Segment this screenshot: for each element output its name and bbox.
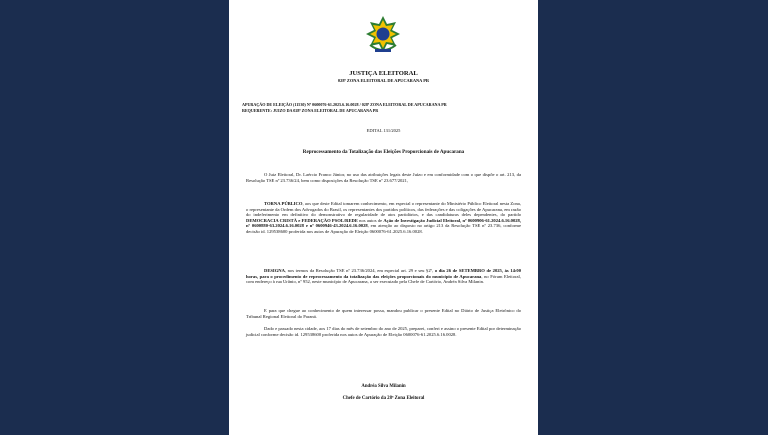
signatory-role: Chefe de Cartório da 28ª Zona Eleitoral — [342, 396, 425, 401]
publication-text: E para que chegue ao conhecimento de quem interessar possa, mandou publicar o presente Edital no Diário de Justiça Eletrônico do Tribunal Regional Eleitoral do Paraná. — [246, 308, 521, 319]
designa-text-a: , nos termos da Resolução TSE nº 23.736/2024, em especial art. 29 e seu §2º, — [284, 268, 435, 273]
torna-publico-text-c: nos autos de — [357, 217, 384, 223]
designa-text-c: , no Fórum Eleitoral, com endereço à rua Urânio, nº 952, neste município de Apucarana, a ser executado pela Chefe de Cartório, Andréa Silva Milanin. — [246, 273, 521, 285]
paragraph-intro — [246, 172, 521, 183]
designa-date-highlight: o dia 26 de SETEMBRO de 2025, às 14:00 horas, para o procedimento de reprocessamento da totalização das eleições proporcionais do município de Apucarana — [246, 268, 521, 279]
paragraph-intro-text: O Juiz Eleitoral, Dr. Laércio Franco Júnior, no uso das atribuições legais deste Juízo e em conformidade com o que dispõe o art. 213, da Resolução TSE nº 23.736/24, bem como disposições da Resolução TSE nº 23.677/2021, — [246, 172, 521, 183]
torna-publico-text-a: , aos que deste Edital tomarem conhecimento, em especial o representante do Ministério Público Eleitoral nesta Zona, o representante da Ordem dos Advogados do Brasil, os representantes dos partidos políticos, das federações e das coligações de Apucarana, em razão do indeferimento em definitivo do demonstrativo de regularidade de atos partidários, e das candidaturas deles dependentes, do partido — [246, 201, 521, 218]
designa-lead: DESIGNA — [264, 268, 285, 273]
paragraph-torna-publico — [246, 201, 521, 235]
paragraph-designa — [246, 268, 521, 285]
torna-publico-text-e: , em atenção ao disposto no artigo 213 da Resolução TSE nº 23.736, conforme decisão id. 129538600 proferida nos autos de Apuração de Eleição 0600076-61.2025.6.16.0028. — [246, 223, 521, 234]
zone-subtitle: 028ª ZONA ELEITORAL DE APUCARANA PR — [337, 78, 430, 83]
edital-subject: Reprocessamento da Totalização das Eleições Proporcionais de Apucarana — [302, 149, 465, 155]
edital-number: EDITAL 131/2025 — [366, 128, 401, 133]
torna-publico-lead: TORNA PÚBLICO — [264, 201, 303, 206]
brazil-coat-of-arms-icon — [364, 15, 402, 55]
institution-title: JUSTIÇA ELEITORAL — [349, 70, 418, 77]
closing-text: Dado e passado nesta cidade, aos 17 dias do mês de setembro do ano de 2025, preparei, conferi e assino o presente Edital por determinação judicial conforme decisão id. 129538600 proferida nos autos de Apuração de Eleição 0600076-61.2025.6.16.0028. — [246, 326, 521, 337]
party-names: DEMOCRACIA CRISTÃ e FEDERAÇÃO PSOL/REDE — [246, 217, 358, 223]
requester-line: REQUERENTE: JUIZO DA 028ª ZONA ELEITORAL DE APUCARANA PR — [242, 108, 379, 113]
paragraph-closing — [246, 326, 521, 337]
aije-case-numbers: Ação de Investigação Judicial Eleitoral, nº 0600906-61.2024.6.16.0028, nº 0600880-63.2024.6.16.0028 e nº 0600946-43.2024.6.16.0028 — [246, 217, 521, 229]
signatory-name: Andréa Silva Milanin — [361, 384, 406, 389]
paragraph-publication — [246, 308, 521, 319]
case-number-line: APURAÇÃO DE ELEIÇÃO (11530) Nº 0600076-61.2025.6.16.0028 / 028ª ZONA ELEITORAL DE APUCARANA PR — [242, 102, 447, 107]
document-page — [229, 0, 538, 435]
